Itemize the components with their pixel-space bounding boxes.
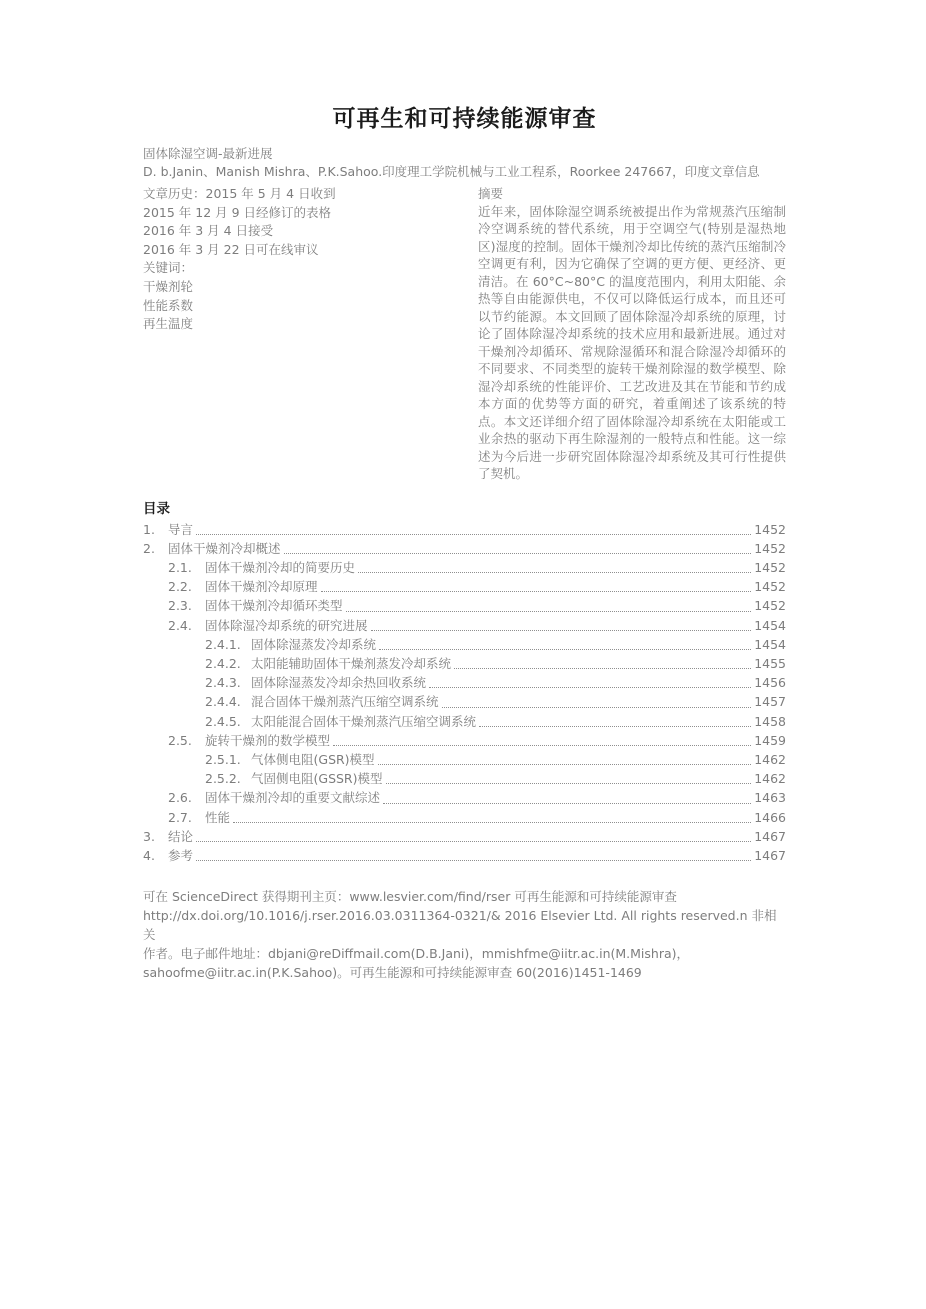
toc-dotted-leader (196, 827, 751, 842)
toc-entry-label: 固体干燥剂冷却的简要历史 (205, 559, 356, 575)
toc-entry-number: 2.5.2. (205, 771, 241, 787)
toc-entry-page: 1454 (754, 636, 786, 652)
authors-affiliation: D. b.Janin、Manish Mishra、P.K.Sahoo.印度理工学院机械与工业工程系，Roorkee 247667，印度文章信息 (143, 163, 760, 179)
toc-entry (143, 712, 786, 731)
abstract-heading: 摘要 (478, 186, 504, 201)
table-of-contents (143, 497, 786, 866)
toc-entry-page: 1462 (754, 751, 786, 767)
footer-line: http://dx.doi.org/10.1016/j.rser.2016.03.0311364-0321/& 2016 Elsevier Ltd. All rights reserved.n 非相关 (143, 908, 777, 943)
footer-line: sahoofme@iitr.ac.in(P.K.Sahoo)。可再生能源和可持续能源审查 60(2016)1451-1469 (143, 965, 642, 981)
toc-dotted-leader (346, 596, 752, 611)
toc-entry-label: 导言 (168, 521, 194, 537)
toc-entry-number: 2.1. (168, 559, 192, 575)
toc-entry-label: 固体除湿蒸发冷却余热回收系统 (251, 675, 427, 691)
toc-entry-page: 1452 (754, 521, 786, 537)
toc-entry-label: 固体除湿蒸发冷却系统 (251, 636, 377, 652)
toc-entry-number: 2. (143, 540, 155, 556)
toc-dotted-leader (379, 635, 751, 650)
keywords-list (143, 278, 478, 334)
toc-entry (143, 558, 786, 577)
toc-entry (143, 750, 786, 769)
toc-entry (143, 808, 786, 827)
keywords-label: 关键词： (143, 260, 194, 276)
toc-dotted-leader (479, 712, 751, 727)
toc-entry-number: 1. (143, 521, 155, 537)
toc-entry-page: 1467 (754, 828, 786, 844)
toc-entry-number: 2.6. (168, 790, 192, 806)
article-history-list (143, 185, 478, 259)
keyword: 性能系数 (143, 297, 194, 313)
toc-entry (143, 769, 786, 788)
toc-dotted-leader (321, 577, 752, 592)
toc-entry-number: 2.4.3. (205, 675, 241, 691)
toc-entry-number: 2.4. (168, 617, 192, 633)
article-history-line: 文章历史：2015 年 5 月 4 日收到 (143, 186, 336, 201)
toc-dotted-leader (386, 769, 752, 784)
toc-dotted-leader (333, 731, 751, 746)
toc-entry-label: 固体除湿冷却系统的研究进展 (205, 617, 368, 633)
toc-entry-number: 3. (143, 828, 155, 844)
toc-dotted-leader (429, 673, 751, 688)
toc-entry (143, 577, 786, 596)
toc-entry-number: 2.4.2. (205, 655, 241, 671)
toc-dotted-leader (233, 808, 751, 823)
toc-dotted-leader (371, 616, 752, 631)
toc-entry-page: 1467 (754, 847, 786, 863)
toc-entry-label: 结论 (168, 828, 194, 844)
toc-entry-page: 1452 (754, 559, 786, 575)
toc-entry (143, 673, 786, 692)
toc-entry-page: 1452 (754, 540, 786, 556)
toc-entry-label: 太阳能混合固体干燥剂蒸汽压缩空调系统 (251, 713, 477, 729)
toc-dotted-leader (442, 692, 752, 707)
toc-entry-label: 气固侧电阻(GSSR)模型 (251, 771, 383, 787)
toc-entry (143, 520, 786, 539)
toc-entry-label: 性能 (205, 809, 231, 825)
abstract-text: 近年来，固体除湿空调系统被提出作为常规蒸汽压缩制冷空调系统的替代系统，用于空调空气(特别是湿热地区)湿度的控制。固体干燥剂冷却比传统的蒸汽压缩制冷空调更有利，因为它确保了空调的更方便、更经济、更清洁。在 60°C~80°C 的温度范围内，利用太阳能、余热等自由能源供电，不仅可以降低运行成本，而且还可以节约能源。本文回顾了固体除湿冷却系统的原理，讨论了固体除湿冷却系统的技术应用和最新进展。通过对干燥剂冷却循环、常规除湿循环和混合除湿冷却循环的不同要求、不同类型的旋转干燥剂除湿的数学模型、除湿冷却系统的性能评价、工艺改进及其在节能和节约成本方面的优势等方面的研究，着重阐述了该系统的特点。本文还详细介绍了固体除湿冷却系统在太阳能或工业余热的驱动下再生除湿剂的一般特点和性能。这一综述为今后进一步研究固体除湿冷却系统及其可行性提供了契机。 (478, 203, 786, 481)
toc-dotted-leader (196, 520, 751, 535)
toc-entry-page: 1458 (754, 713, 786, 729)
toc-entry-label: 参考 (168, 847, 194, 863)
article-history-line: 2015 年 12 月 9 日经修订的表格 (143, 204, 332, 220)
article-history-line: 2016 年 3 月 22 日可在线审议 (143, 241, 319, 257)
toc-entry-number: 2.4.1. (205, 636, 241, 652)
toc-entry-label: 固体干燥剂冷却原理 (205, 579, 318, 595)
toc-entry-number: 2.2. (168, 579, 192, 595)
footer (143, 887, 786, 982)
toc-entry-label: 固体干燥剂冷却的重要文献综述 (205, 790, 381, 806)
toc-dotted-leader (284, 539, 752, 554)
toc-entry-label: 固体干燥剂冷却循环类型 (205, 598, 343, 614)
toc-entry (143, 827, 786, 846)
toc-entry-page: 1463 (754, 790, 786, 806)
toc-entry (143, 616, 786, 635)
document-subtitle: 固体除湿空调-最新进展 (143, 146, 273, 161)
toc-entry-number: 2.7. (168, 809, 192, 825)
toc-entry (143, 692, 786, 711)
toc-entry-page: 1462 (754, 771, 786, 787)
toc-entry (143, 596, 786, 615)
toc-entry-page: 1452 (754, 579, 786, 595)
toc-entry-label: 旋转干燥剂的数学模型 (205, 732, 331, 748)
keyword: 干燥剂轮 (143, 278, 194, 294)
footer-line: 可在 ScienceDirect 获得期刊主页：www.lesvier.com/find/rser 可再生能源和可持续能源审查 (143, 889, 677, 905)
toc-heading: 目录 (143, 500, 170, 517)
toc-list (143, 520, 786, 866)
toc-entry-number: 4. (143, 847, 155, 863)
toc-entry-page: 1457 (754, 694, 786, 710)
toc-entry (143, 846, 786, 865)
toc-entry-page: 1459 (754, 732, 786, 748)
article-info-column (143, 185, 478, 483)
toc-entry-number: 2.4.5. (205, 713, 241, 729)
toc-dotted-leader (358, 558, 751, 573)
abstract-column (478, 185, 786, 483)
info-abstract-section (143, 185, 786, 483)
toc-entry-label: 气体侧电阻(GSR)模型 (251, 751, 375, 767)
toc-entry-number: 2.5. (168, 732, 192, 748)
toc-entry-page: 1454 (754, 617, 786, 633)
toc-entry-page: 1455 (754, 655, 786, 671)
toc-entry-page: 1466 (754, 809, 786, 825)
toc-entry (143, 654, 786, 673)
toc-entry-label: 太阳能辅助固体干燥剂蒸发冷却系统 (251, 655, 452, 671)
toc-entry (143, 635, 786, 654)
toc-entry-number: 2.4.4. (205, 694, 241, 710)
keyword: 再生温度 (143, 316, 194, 332)
toc-entry (143, 731, 786, 750)
page-title: 可再生和可持续能源审查 (332, 106, 597, 132)
toc-entry-page: 1456 (754, 675, 786, 691)
header-meta (143, 145, 786, 180)
toc-dotted-leader (196, 846, 751, 861)
toc-entry-number: 2.3. (168, 598, 192, 614)
toc-dotted-leader (454, 654, 751, 669)
toc-entry-page: 1452 (754, 598, 786, 614)
footer-line: 作者。电子邮件地址：dbjani@reDiffmail.com(D.B.Jani)，mmishfme@iitr.ac.in(M.Mishra)， (143, 946, 690, 962)
toc-entry-label: 混合固体干燥剂蒸汽压缩空调系统 (251, 694, 439, 710)
toc-entry (143, 788, 786, 807)
toc-entry-number: 2.5.1. (205, 751, 241, 767)
toc-entry (143, 539, 786, 558)
toc-dotted-leader (383, 788, 751, 803)
article-history-line: 2016 年 3 月 4 日接受 (143, 223, 274, 239)
toc-dotted-leader (378, 750, 752, 765)
toc-entry-label: 固体干燥剂冷却概述 (168, 540, 281, 556)
